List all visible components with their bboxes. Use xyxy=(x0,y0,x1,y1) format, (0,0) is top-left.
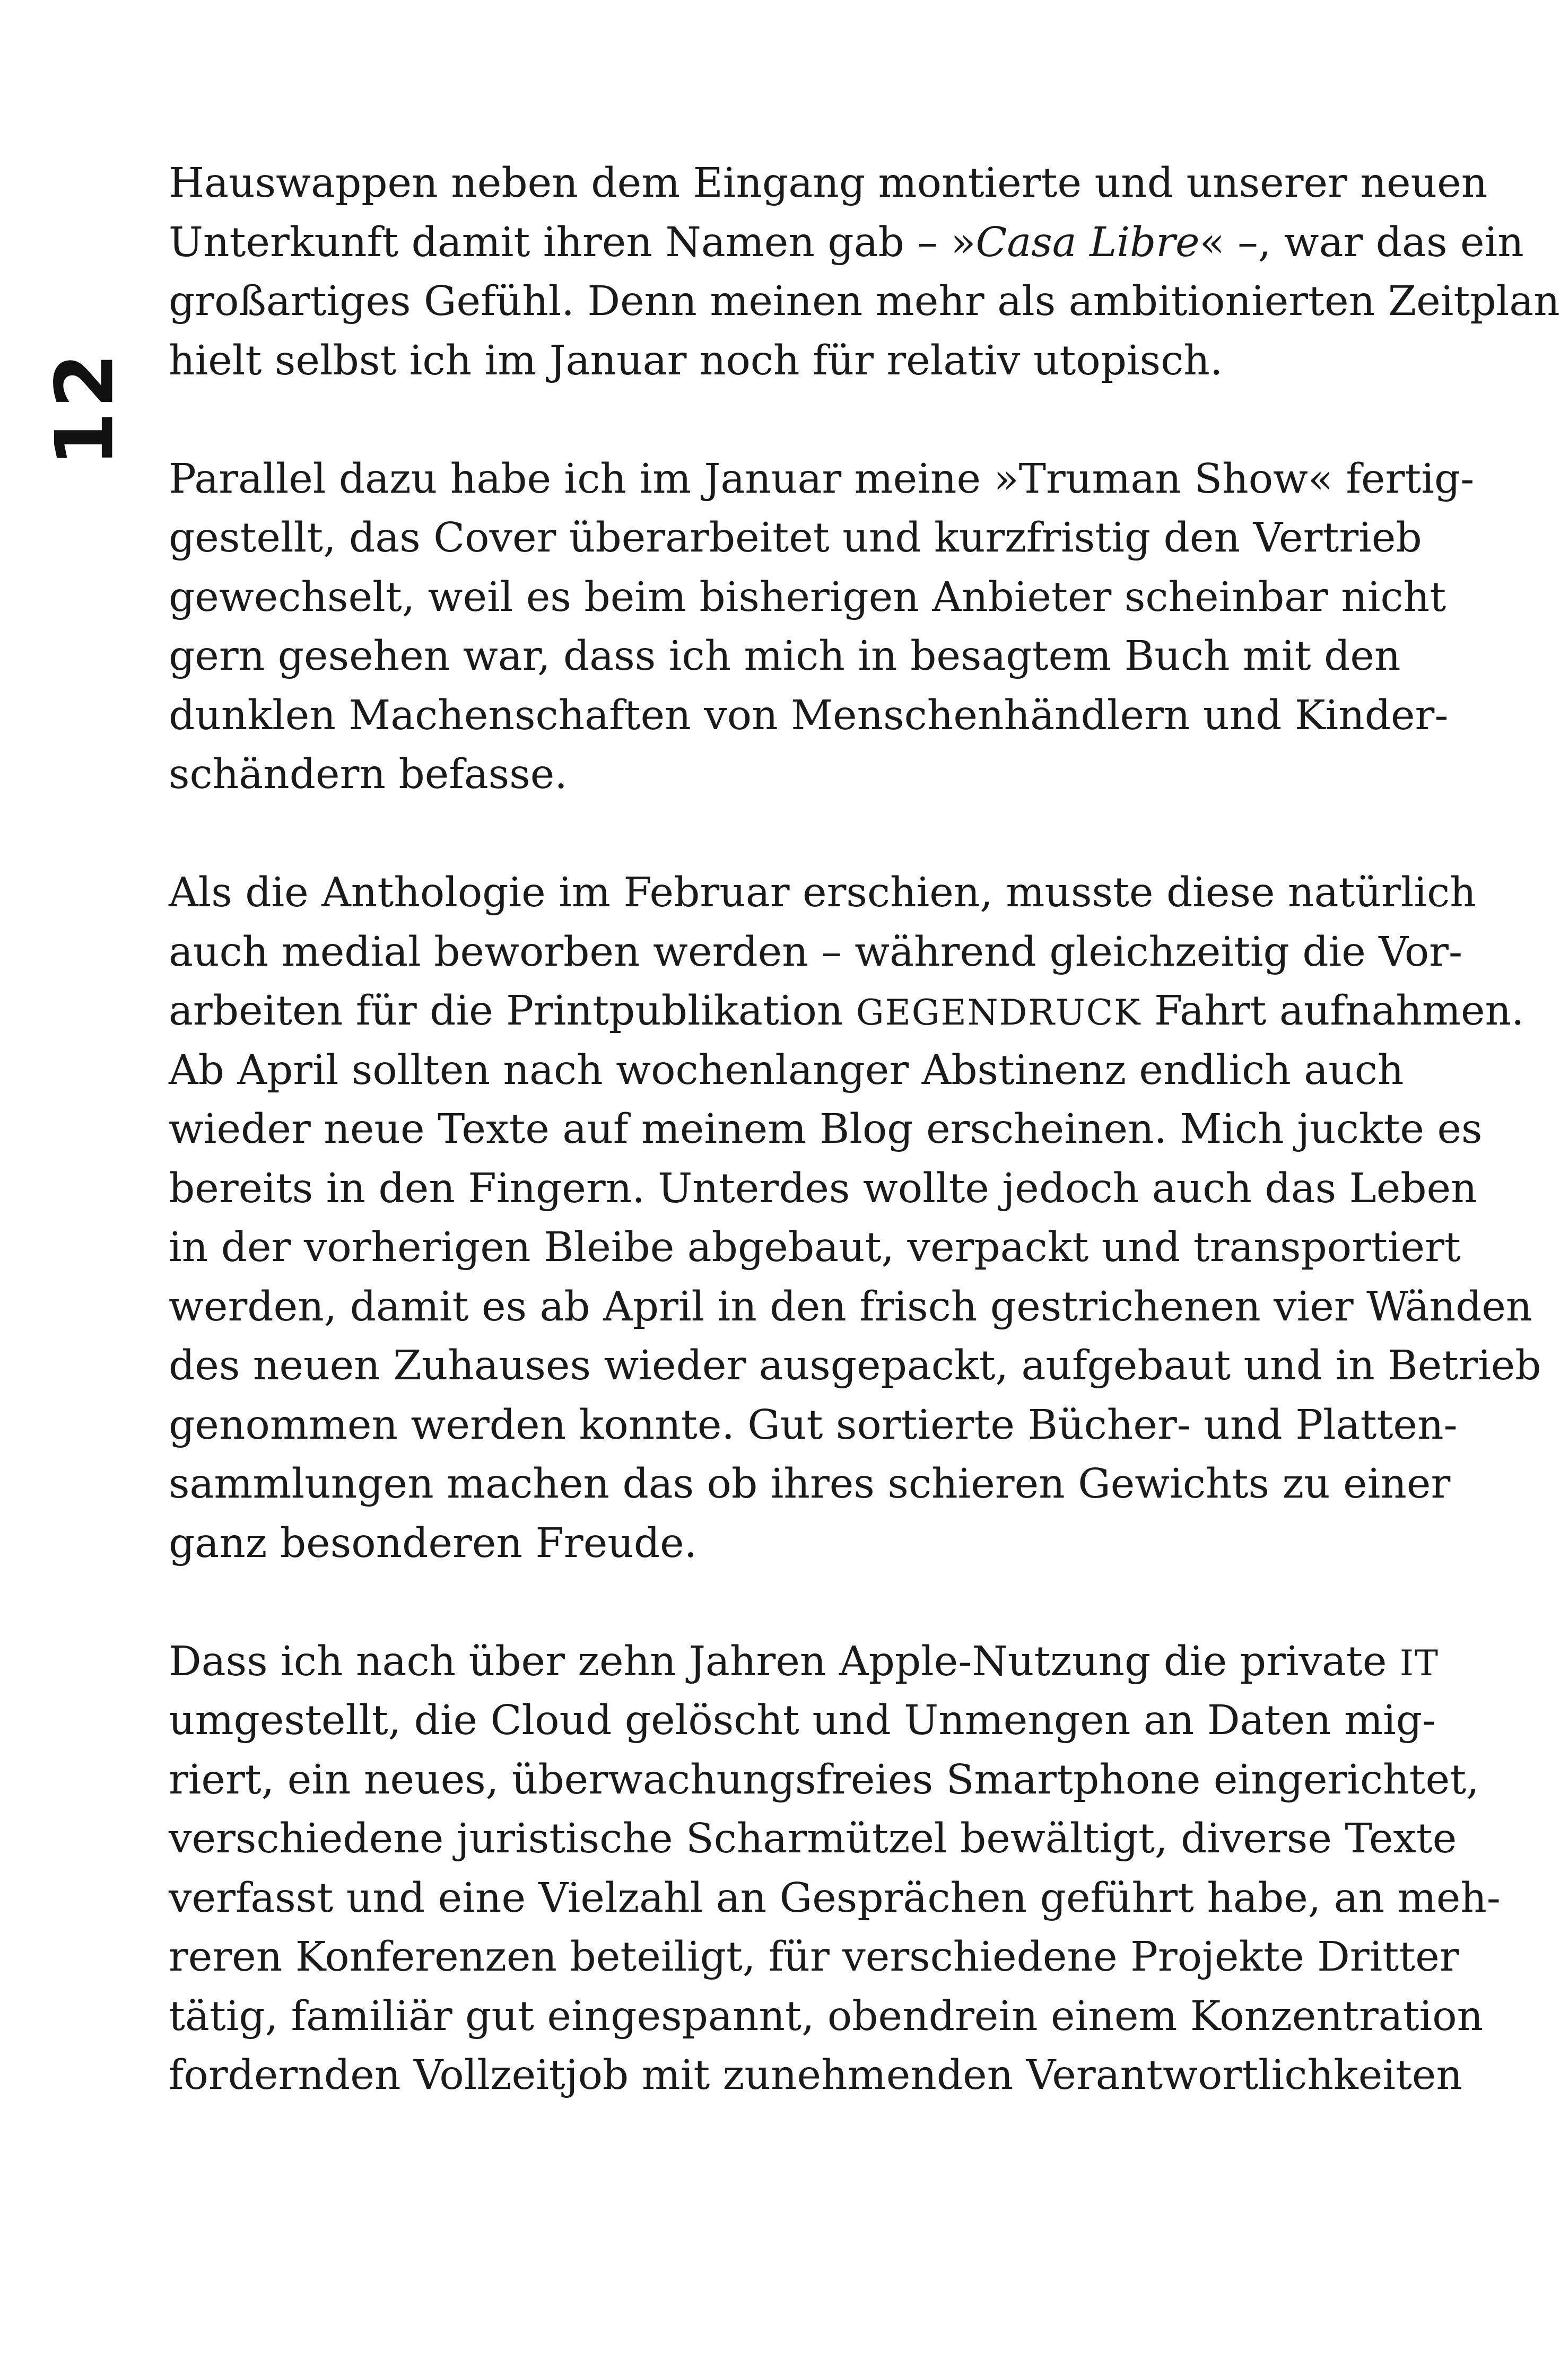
text-run: riert, ein neues, überwachungsfreies Smartphone eingerichtet, xyxy=(169,1756,1479,1804)
text-run: des neuen Zuhauses wieder ausgepackt, aufgebaut und in Betrieb xyxy=(169,1342,1541,1389)
text-line xyxy=(169,1751,1479,1810)
paragraph xyxy=(169,1632,1501,2105)
italic-title: Casa Libre xyxy=(975,218,1200,266)
text-line xyxy=(169,509,1422,568)
text-line xyxy=(169,745,1309,804)
text-line xyxy=(169,1987,1484,2046)
text-line xyxy=(169,2046,1463,2105)
text-line xyxy=(169,1869,1501,1928)
text-run: in der vorherigen Bleibe abgebaut, verpackt und transportiert xyxy=(169,1224,1461,1271)
text-line xyxy=(169,1632,1439,1692)
paragraph xyxy=(169,154,1560,390)
text-run: genommen werden konnte. Gut sortierte Bücher- und Platten- xyxy=(169,1401,1458,1449)
text-run: großartiges Gefühl. Denn meinen mehr als ambitionierten Zeitplan xyxy=(169,278,1560,325)
text-run: dunklen Machenschaften von Menschenhändlern und Kinder- xyxy=(169,692,1449,739)
text-run: Als die Anthologie im Februar erschien, musste diese natürlich xyxy=(169,869,1476,916)
text-run: werden, damit es ab April in den frisch gestrichenen vier Wänden xyxy=(169,1283,1532,1331)
text-line xyxy=(169,331,1309,391)
text-run: tätig, familiär gut eingespannt, obendrein einem Konzentration xyxy=(169,1992,1484,2040)
text-run: verschiedene juristische Scharmützel bewältigt, diverse Texte xyxy=(169,1815,1457,1862)
text-run: reren Konferenzen beteiligt, für verschiedene Projekte Dritter xyxy=(169,1933,1459,1981)
text-run: Ab April sollten nach wochenlanger Abstinenz endlich auch xyxy=(169,1046,1404,1094)
text-line xyxy=(169,154,1488,213)
text-line xyxy=(169,1100,1483,1159)
text-line xyxy=(169,1159,1477,1219)
text-line xyxy=(169,450,1475,509)
body-text xyxy=(169,154,1560,2105)
text-run: fordernden Vollzeitjob mit zunehmenden Verantwortlichkeiten xyxy=(169,2052,1463,2099)
text-run: arbeiten für die Printpublikation xyxy=(169,987,856,1035)
text-run: bereits in den Fingern. Unterdes wollte jedoch auch das Leben xyxy=(169,1165,1477,1212)
small-caps-text: GEGENDRUCK xyxy=(856,992,1141,1033)
paragraph xyxy=(169,863,1541,1573)
text-line xyxy=(169,213,1524,273)
paragraph-gap xyxy=(169,390,1309,450)
text-run: gern gesehen war, dass ich mich in besagtem Buch mit den xyxy=(169,633,1401,680)
small-caps-text: IT xyxy=(1399,1642,1439,1684)
text-run: Unterkunft damit ihren Namen gab – » xyxy=(169,218,976,266)
text-run: wieder neue Texte auf meinem Blog erscheinen. Mich juckte es xyxy=(169,1106,1483,1153)
text-line xyxy=(169,1514,1309,1573)
text-line xyxy=(169,1218,1461,1278)
text-line xyxy=(169,923,1462,982)
text-run: Parallel dazu habe ich im Januar meine »Truman Show« fertig- xyxy=(169,455,1475,503)
text-line xyxy=(169,627,1401,686)
paragraph-gap xyxy=(169,804,1309,864)
text-line xyxy=(169,1041,1404,1100)
text-run: schändern befasse. xyxy=(169,751,568,798)
text-run: ganz besonderen Freude. xyxy=(169,1519,698,1567)
text-line xyxy=(169,1928,1459,1987)
paragraph xyxy=(169,450,1475,804)
text-line xyxy=(169,1691,1436,1751)
page-number-label: 12 xyxy=(39,349,131,467)
text-line xyxy=(169,1455,1451,1514)
text-run: gewechselt, weil es beim bisherigen Anbieter scheinbar nicht xyxy=(169,573,1446,621)
text-run: Hauswappen neben dem Eingang montierte und unserer neuen xyxy=(169,160,1488,207)
text-line xyxy=(169,1396,1458,1455)
text-run: verfasst und eine Vielzahl an Gesprächen geführt habe, an meh- xyxy=(169,1874,1501,1922)
text-run: sammlungen machen das ob ihres schieren Gewichts zu einer xyxy=(169,1460,1451,1508)
text-line xyxy=(169,1809,1457,1869)
page-number xyxy=(39,345,131,472)
text-line xyxy=(169,568,1446,627)
text-line xyxy=(169,1336,1541,1396)
text-line xyxy=(169,1278,1532,1337)
text-line xyxy=(169,272,1560,331)
text-run: Dass ich nach über zehn Jahren Apple-Nutzung die private xyxy=(169,1638,1400,1685)
text-line xyxy=(169,982,1524,1041)
text-run: gestellt, das Cover überarbeitet und kurzfristig den Vertrieb xyxy=(169,514,1422,562)
text-run: hielt selbst ich im Januar noch für relativ utopisch. xyxy=(169,337,1223,384)
text-run: Fahrt aufnahmen. xyxy=(1141,987,1524,1035)
text-line xyxy=(169,863,1476,923)
text-run: « –, war das ein xyxy=(1199,218,1524,266)
paragraph-gap xyxy=(169,1573,1309,1632)
text-run: auch medial beworben werden – während gleichzeitig die Vor- xyxy=(169,928,1462,976)
text-run: umgestellt, die Cloud gelöscht und Unmengen an Daten mig- xyxy=(169,1697,1436,1744)
text-line xyxy=(169,686,1449,746)
